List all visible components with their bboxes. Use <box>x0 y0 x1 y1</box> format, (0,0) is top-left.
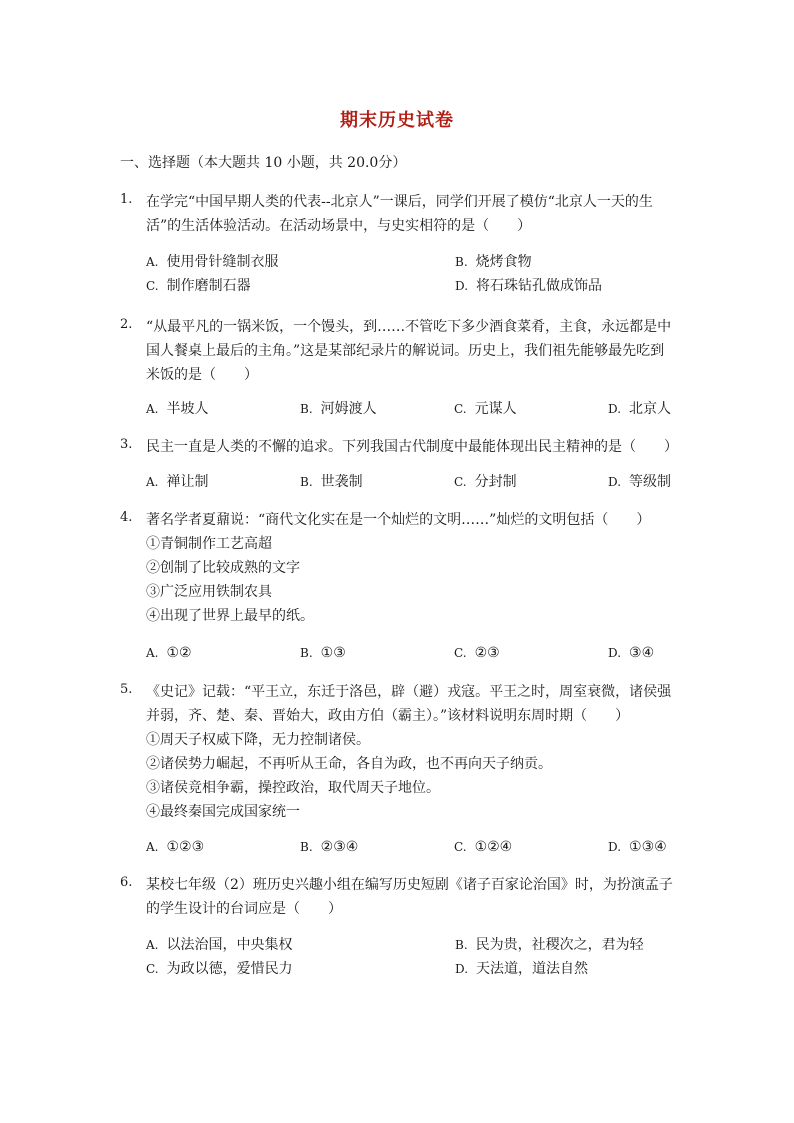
question-number: 2. <box>120 317 133 332</box>
answer-option[interactable] <box>146 641 192 665</box>
question-text: 在学完“中国早期人类的代表--北京人”一课后，同学们开展了模仿“北京人一天的生 <box>146 194 653 210</box>
option-label: A. <box>146 402 159 416</box>
statement-item: ②诸侯势力崛起，不再听从王命，各自为政，也不再向天子纳贡。 <box>146 756 552 772</box>
option-text: 分封制 <box>474 474 517 490</box>
question-text: 著名学者夏鼐说：“商代文化实在是一个灿烂的文明……”灿烂的文明包括（ ） <box>146 512 651 528</box>
question-number: 6. <box>120 875 133 890</box>
option-label: B. <box>300 840 313 854</box>
question-text: 《史记》记载：“平王立，东迁于洛邑，辟（避）戎寇。平王之时，周室衰微，诸侯强 <box>146 684 672 700</box>
option-label: A. <box>146 255 159 269</box>
section-heading: 一、选择题（本大题共 10 小题，共 20.0分） <box>120 155 407 171</box>
question-number: 5. <box>120 682 133 697</box>
option-label: C. <box>454 475 467 489</box>
statement-item: ③广泛应用铁制农具 <box>146 584 272 600</box>
answer-option[interactable] <box>146 933 292 957</box>
option-label: C. <box>146 279 159 293</box>
answer-option[interactable] <box>146 250 278 274</box>
answer-option[interactable] <box>300 835 358 859</box>
option-text: 以法治国，中央集权 <box>166 937 293 953</box>
option-label: C. <box>454 402 467 416</box>
option-label: D. <box>608 840 622 854</box>
question-text: 国人餐桌上最后的主角。”这是某部纪录片的解说词。历史上，我们祖先能够最先吃到 <box>146 343 665 359</box>
answer-option[interactable] <box>146 397 208 421</box>
option-text: ①② <box>166 645 192 661</box>
option-text: ③④ <box>629 645 655 661</box>
answer-option[interactable] <box>454 835 512 859</box>
option-text: 天法道，道法自然 <box>476 961 589 977</box>
statement-item: ①周天子权威下降，无力控制诸侯。 <box>146 732 370 748</box>
statement-item: ③诸侯竞相争霸，操控政治，取代周天子地位。 <box>146 780 440 796</box>
question-text: 的学生设计的台词应是（ ） <box>146 901 342 917</box>
option-label: D. <box>608 475 622 489</box>
answer-option[interactable] <box>455 274 602 298</box>
statement-item: ④出现了世界上最早的纸。 <box>146 608 314 624</box>
question-text: 并弱，齐、楚、秦、晋始大，政由方伯（霸主）。”该材料说明东周时期（ ） <box>146 708 630 724</box>
question-number: 3. <box>120 437 133 452</box>
answer-option[interactable] <box>608 835 667 859</box>
answer-option[interactable] <box>455 250 532 274</box>
option-label: B. <box>455 938 468 952</box>
option-label: B. <box>455 255 468 269</box>
option-label: D. <box>455 962 469 976</box>
answer-option[interactable] <box>454 641 500 665</box>
option-label: D. <box>608 402 622 416</box>
option-label: C. <box>454 840 467 854</box>
option-label: A. <box>146 475 159 489</box>
option-text: 世袭制 <box>320 474 363 490</box>
option-label: C. <box>146 962 159 976</box>
answer-option[interactable] <box>300 470 363 494</box>
answer-option[interactable] <box>455 933 644 957</box>
option-text: 北京人 <box>629 401 672 417</box>
option-text: 为政以德，爱惜民力 <box>166 961 293 977</box>
question-text: 民主一直是人类的不懈的追求。下列我国古代制度中最能体现出民主精神的是（ ） <box>146 439 678 455</box>
option-label: D. <box>455 279 469 293</box>
option-text: 民为贵，社稷次之，君为轻 <box>475 937 644 953</box>
option-text: 元谋人 <box>474 401 517 417</box>
option-text: 河姆渡人 <box>320 401 377 417</box>
option-label: B. <box>300 402 313 416</box>
option-text: ②③④ <box>320 839 359 855</box>
option-label: B. <box>300 475 313 489</box>
option-label: B. <box>300 646 313 660</box>
answer-option[interactable] <box>608 397 671 421</box>
option-text: 烧烤食物 <box>475 254 532 270</box>
statement-item: ①青铜制作工艺高超 <box>146 536 272 552</box>
answer-option[interactable] <box>300 641 346 665</box>
option-text: ②③ <box>474 645 500 661</box>
option-text: 等级制 <box>629 474 672 490</box>
option-text: 制作磨制石器 <box>166 278 251 294</box>
question-text: “从最平凡的一锅米饭，一个馒头，到……不管吃下多少酒食菜肴，主食，永远都是中 <box>146 319 672 335</box>
question-number: 4. <box>120 510 133 525</box>
answer-option[interactable] <box>455 957 588 981</box>
answer-option[interactable] <box>146 957 293 981</box>
option-text: ①②④ <box>474 839 513 855</box>
page-title: 期末历史试卷 <box>340 110 454 131</box>
option-text: ①③④ <box>629 839 667 855</box>
answer-option[interactable] <box>608 641 654 665</box>
answer-option[interactable] <box>300 397 377 421</box>
option-text: 半坡人 <box>166 401 209 417</box>
answer-option[interactable] <box>146 835 204 859</box>
answer-option[interactable] <box>608 470 671 494</box>
answer-option[interactable] <box>146 274 251 298</box>
question-number: 1. <box>120 192 133 207</box>
option-text: 禅让制 <box>166 474 209 490</box>
option-label: A. <box>146 938 159 952</box>
question-text: 某校七年级（2）班历史兴趣小组在编写历史短剧《诸子百家论治国》时，为扮演孟子 <box>146 877 673 893</box>
option-text: 使用骨针缝制衣服 <box>166 254 279 270</box>
answer-option[interactable] <box>454 470 517 494</box>
option-text: ①③ <box>320 645 346 661</box>
statement-item: ④最终秦国完成国家统一 <box>146 804 300 820</box>
answer-option[interactable] <box>454 397 517 421</box>
question-text: 活”的生活体验活动。在活动场景中，与史实相符的是（ ） <box>146 218 532 234</box>
question-text: 米饭的是（ ） <box>146 367 258 383</box>
option-label: D. <box>608 646 622 660</box>
option-label: A. <box>146 646 159 660</box>
option-label: A. <box>146 840 159 854</box>
option-text: ①②③ <box>166 839 205 855</box>
option-text: 将石珠钻孔做成饰品 <box>476 278 603 294</box>
option-label: C. <box>454 646 467 660</box>
statement-item: ②创制了比较成熟的文字 <box>146 560 300 576</box>
answer-option[interactable] <box>146 470 208 494</box>
